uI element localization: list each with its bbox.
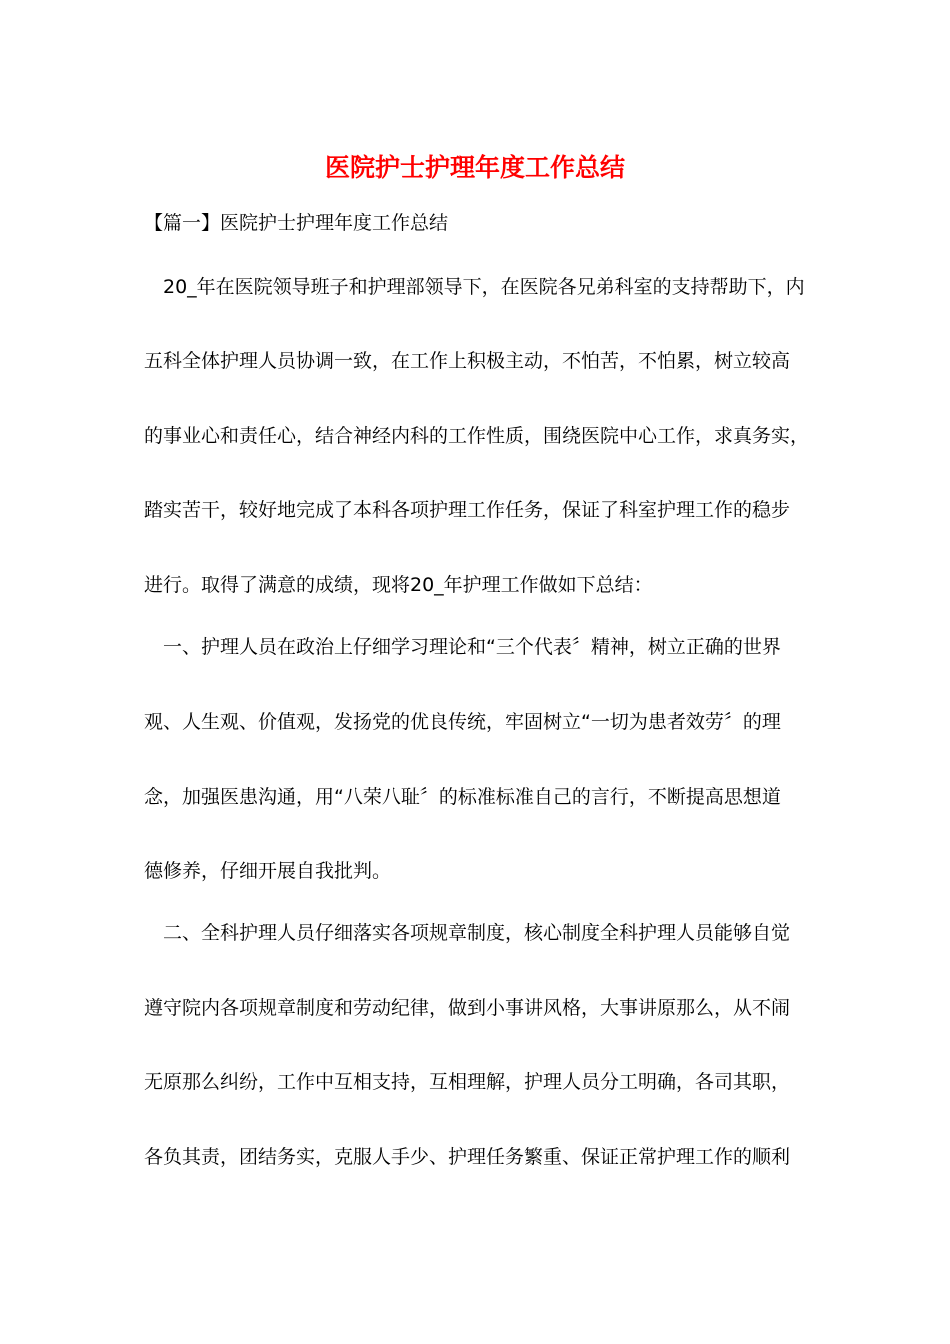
body-line: 的事业心和责任心，结合神经内科的工作性质，围绕医院中心工作，求真务实， bbox=[144, 425, 810, 447]
body-line: 遵守院内各项规章制度和劳动纪律，做到小事讲风格，大事讲原那么，从不闹 bbox=[144, 997, 791, 1019]
body-line: 20_年在医院领导班子和护理部领导下，在医院各兄弟科室的支持帮助下，内 bbox=[144, 276, 805, 298]
body-line: 念，加强医患沟通，用“八荣八耻〞的标准标准自己的言行，不断提高思想道 bbox=[144, 786, 781, 808]
body-line: 德修养，仔细开展自我批判。 bbox=[144, 860, 392, 882]
body-line: 二、全科护理人员仔细落实各项规章制度，核心制度全科护理人员能够自觉 bbox=[144, 922, 791, 944]
body-line: 一、护理人员在政治上仔细学习理论和“三个代表〞精神，树立正确的世界 bbox=[144, 636, 781, 658]
body-line: 各负其责，团结务实，克服人手少、护理任务繁重、保证正常护理工作的顺利 bbox=[144, 1146, 791, 1168]
body-line: 五科全体护理人员协调一致，在工作上积极主动，不怕苦，不怕累，树立较高 bbox=[144, 350, 791, 372]
document-title: 医院护士护理年度工作总结 bbox=[324, 153, 625, 182]
section-heading: 【篇一】医院护士护理年度工作总结 bbox=[144, 212, 449, 234]
body-line: 踏实苦干，较好地完成了本科各项护理工作任务，保证了科室护理工作的稳步 bbox=[144, 499, 791, 521]
body-line: 无原那么纠纷，工作中互相支持，互相理解，护理人员分工明确，各司其职， bbox=[144, 1071, 791, 1093]
body-line: 进行。取得了满意的成绩，现将20_年护理工作做如下总结： bbox=[144, 574, 653, 596]
body-line: 观、人生观、价值观，发扬党的优良传统，牢固树立“一切为患者效劳〞的理 bbox=[144, 711, 781, 733]
